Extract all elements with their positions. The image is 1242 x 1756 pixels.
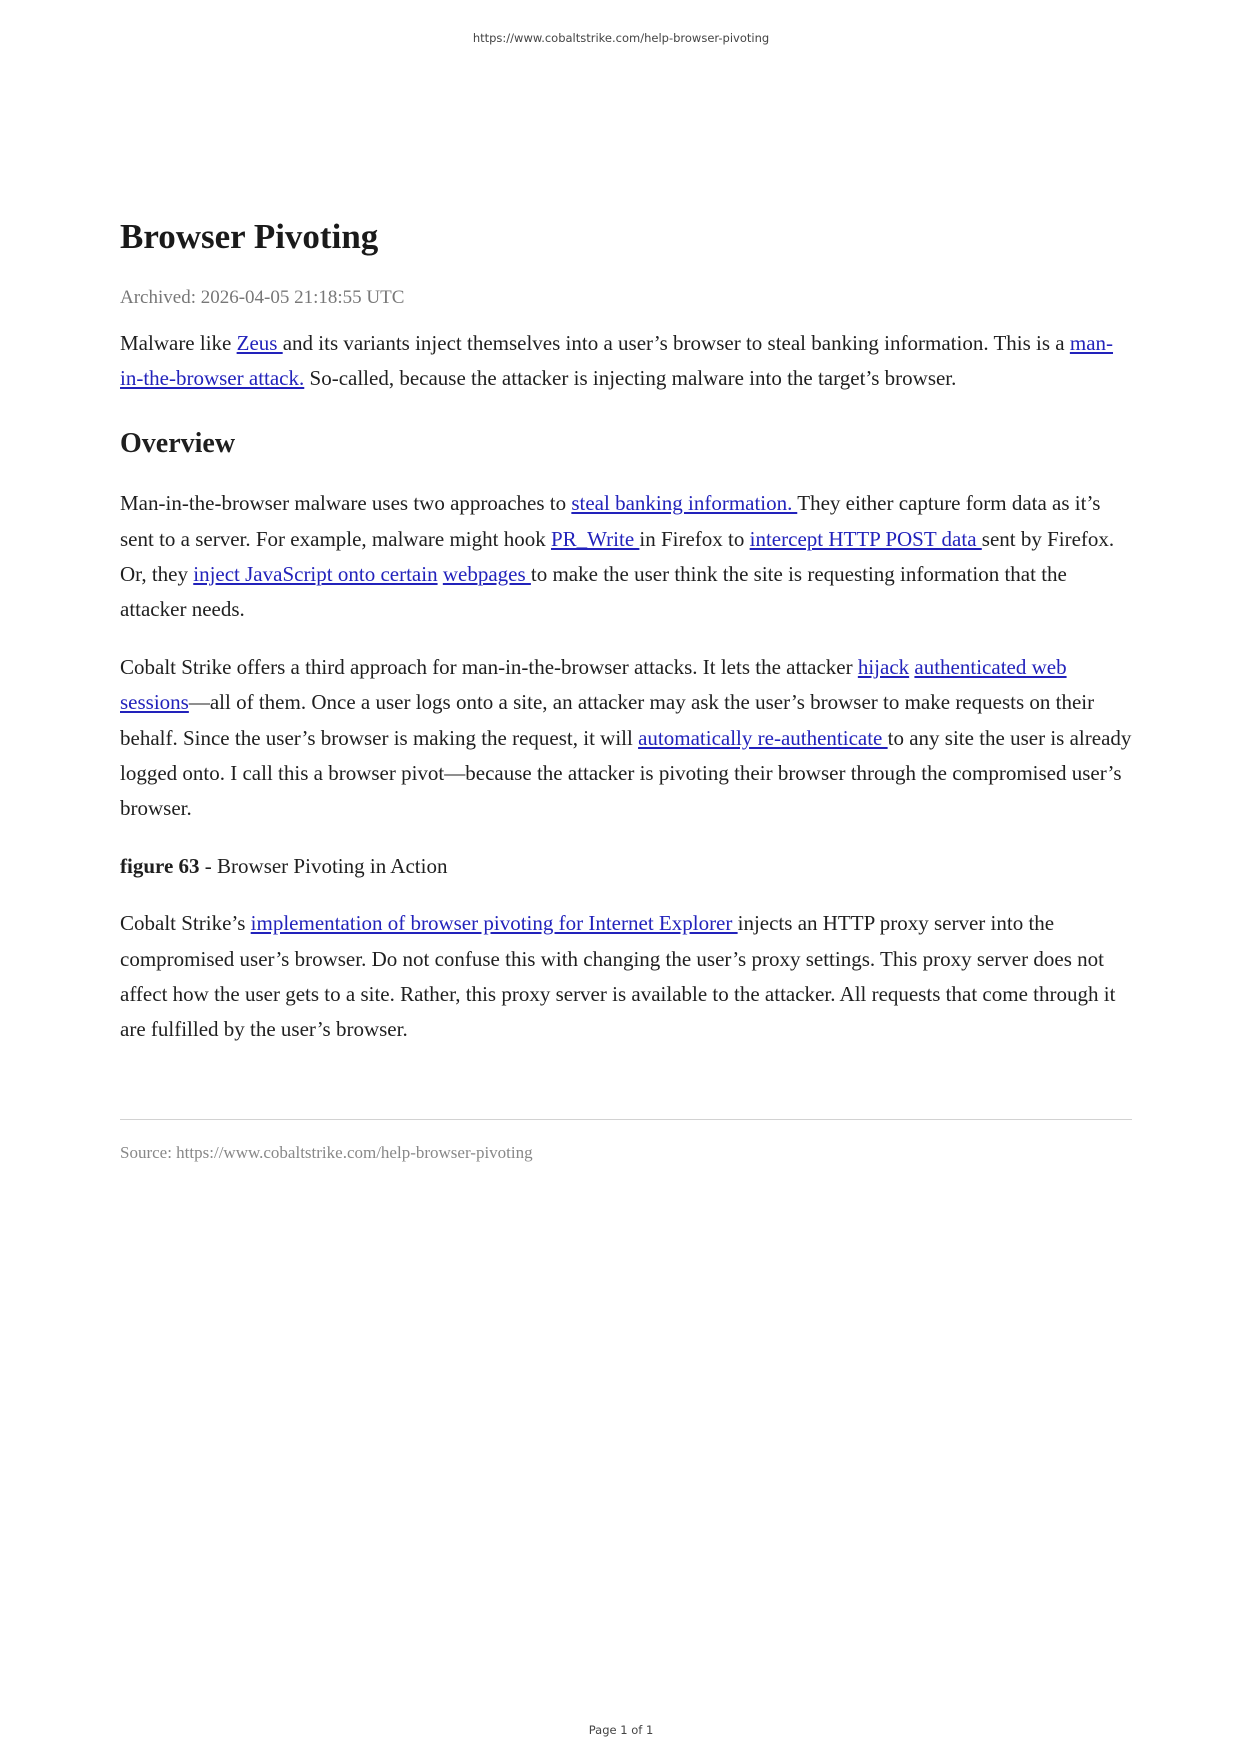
text-span: sent by Firefox. Or, they bbox=[120, 526, 1115, 586]
text-span: —all of them. Once a user logs onto a site, an attacker may ask the user’s browser to make requests on their behalf. Since the user’s browser is making the request, it will bbox=[120, 690, 1095, 750]
text-span: Cobalt Strike’s bbox=[120, 911, 251, 936]
overview-heading: Overview bbox=[120, 428, 236, 460]
cobalt-paragraph bbox=[120, 650, 1132, 826]
text-span: They either capture form data as it’s sent to a server. For example, malware might hook bbox=[120, 491, 1101, 551]
intro-paragraph bbox=[120, 326, 1132, 396]
figure-caption-text: - Browser Pivoting in Action bbox=[199, 854, 448, 879]
figure-caption bbox=[120, 849, 1132, 884]
link-intercept-http-post[interactable]: intercept HTTP POST data bbox=[749, 526, 982, 551]
link-man-in-the-browser[interactable]: man-in-the-browser attack. bbox=[120, 331, 1114, 391]
text-span: injects an HTTP proxy server into the compromised user’s browser. Do not confuse this with changing the user’s proxy settings. This proxy server does not affect how the user gets to a site. Rather, this proxy server is available to the attacker. All requests that come through it are fulfilled by the user’s browser. bbox=[120, 911, 1116, 1042]
link-steal-banking-information[interactable]: steal banking information. bbox=[571, 491, 798, 516]
text-span: to make the user think the site is requesting information that the attacker needs. bbox=[120, 561, 1067, 622]
link-authenticated-web-sessions[interactable]: authenticated web sessions bbox=[120, 655, 1067, 715]
link-webpages[interactable]: webpages bbox=[442, 561, 531, 586]
divider bbox=[120, 1119, 1132, 1120]
text-span: Man-in-the-browser malware uses two approaches to bbox=[120, 491, 572, 516]
figure-label: figure 63 bbox=[120, 854, 200, 879]
link-pr-write[interactable]: PR_Write bbox=[550, 526, 640, 551]
text-span: to any site the user is already logged onto. I call this a browser pivot—because the attacker is pivoting their browser through the compromised user’s browser. bbox=[120, 725, 1132, 821]
text-span: Malware like bbox=[120, 331, 237, 355]
overview-paragraph bbox=[120, 486, 1132, 627]
link-implementation-internet-explorer[interactable]: implementation of browser pivoting for Internet Explorer bbox=[250, 911, 738, 936]
page-number: Page 1 of 1 bbox=[588, 1723, 654, 1737]
archived-timestamp: Archived: 2026-04-05 21:18:55 UTC bbox=[120, 287, 405, 308]
implementation-paragraph bbox=[120, 906, 1132, 1047]
article bbox=[120, 212, 1132, 1164]
link-zeus[interactable]: Zeus bbox=[236, 331, 283, 355]
text-span: in Firefox to bbox=[639, 526, 750, 551]
page-title: Browser Pivoting bbox=[120, 217, 379, 256]
text-span: Cobalt Strike offers a third approach for man-in-the-browser attacks. It lets the attacker bbox=[120, 655, 858, 680]
link-hijack[interactable]: hijack bbox=[857, 655, 910, 680]
text-span: So-called, because the attacker is injecting malware into the target’s browser. bbox=[304, 366, 957, 391]
text-span: and its variants inject themselves into a user’s browser to steal banking information. This is a bbox=[282, 331, 1070, 355]
link-inject-javascript[interactable]: inject JavaScript onto certain bbox=[193, 561, 438, 586]
page-url-header: https://www.cobaltstrike.com/help-browser-pivoting bbox=[472, 31, 770, 45]
source-line: Source: https://www.cobaltstrike.com/help-browser-pivoting bbox=[120, 1143, 533, 1163]
link-automatically-re-authenticate[interactable]: automatically re-authenticate bbox=[638, 725, 888, 750]
